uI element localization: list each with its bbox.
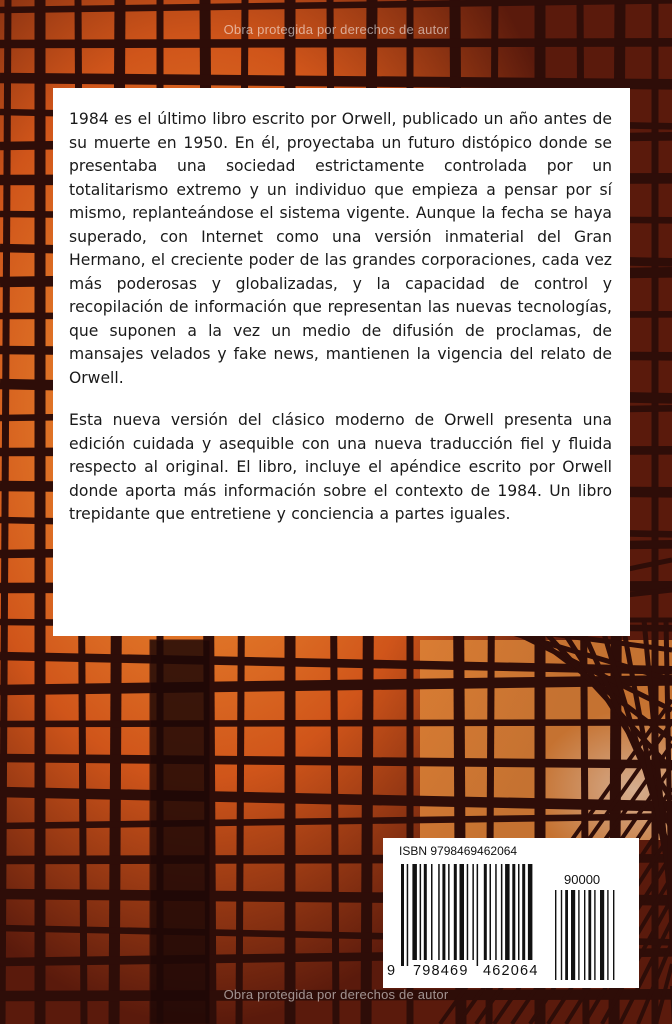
price-bar — [594, 890, 595, 980]
barcode-bar — [448, 864, 450, 960]
isbn-barcode — [383, 838, 639, 988]
price-bar — [600, 890, 604, 980]
barcode-bar — [501, 864, 503, 960]
barcode-bar — [490, 864, 492, 960]
watermark-bottom: Obra protegida por derechos de autor — [223, 987, 449, 1002]
price-bar — [588, 890, 591, 980]
price-bar — [578, 890, 579, 980]
price-bar — [561, 890, 562, 980]
barcode-digit-group-2: 462064 — [483, 963, 539, 979]
barcode-bar — [431, 864, 433, 960]
barcode-digit-first: 9 — [387, 963, 396, 979]
barcode-bar — [484, 864, 487, 960]
dark-column — [150, 640, 210, 1024]
barcode-bar — [407, 864, 409, 966]
barcode-bar — [518, 864, 520, 960]
barcode-bar — [424, 864, 427, 960]
grid-line — [0, 78, 672, 84]
barcode-bar — [522, 864, 525, 960]
price-bar — [607, 890, 608, 980]
barcode-bar — [442, 864, 445, 960]
price-code: 90000 — [564, 872, 601, 887]
barcode-bar — [420, 864, 422, 960]
barcode-bar — [512, 864, 515, 960]
barcode-bar — [477, 864, 479, 966]
price-bar — [555, 890, 556, 980]
isbn-label: ISBN 9798469462064 — [399, 844, 518, 858]
grid-line — [0, 42, 672, 44]
price-bar — [565, 890, 568, 980]
blurb-paragraph-1: 1984 es el último libro escrito por Orwell, publicado un año antes de su muerte en 1950. En él, proyectaba un futuro distópico donde se presentaba una sociedad estrictamente controlada por un totalitarismo extremo y un individuo que empieza a pensar por sí mismo, replanteándose el sistema vigente. Aunque la fecha se haya superado, con Internet como una versión inmaterial del Gran Hermano, el creciente poder de las grandes corporaciones, cada vez más poderosas y globalizadas, y la capacidad de control y recopilación de información que representan las nuevas tecnologías, que suponen a la vez un medio de difusión de proclamas, de mansajes velados y fake news, mantienen la vigencia del relato de Orwell. — [69, 110, 612, 387]
barcode-bar — [460, 864, 465, 960]
price-bar — [584, 890, 585, 980]
barcode-bar — [438, 864, 440, 960]
barcode-bar — [472, 864, 474, 960]
barcode-bar — [528, 864, 533, 960]
barcode-bar — [467, 864, 469, 960]
price-bar — [571, 890, 575, 980]
barcode-bar — [401, 864, 404, 966]
watermark-top: Obra protegida por derechos de autor — [223, 22, 449, 37]
price-bar — [613, 890, 614, 980]
back-cover-blurb — [53, 88, 630, 636]
barcode-bar — [454, 864, 457, 960]
barcode-bar — [505, 864, 510, 960]
barcode-bar — [412, 864, 417, 960]
barcode-digit-group-1: 798469 — [413, 963, 469, 979]
grid-line — [0, 722, 672, 724]
blurb-paragraph-2: Esta nueva versión del clásico moderno de Orwell presenta una edición cuidada y asequible con una nueva traducción fiel y fluida respecto al original. El libro, incluye el apéndice escrito por Orwell donde aporta más información sobre el contexto de 1984. Un libro trepidante que entretiene y conciencia a partes iguales. — [69, 411, 612, 523]
barcode-bar — [495, 864, 497, 960]
